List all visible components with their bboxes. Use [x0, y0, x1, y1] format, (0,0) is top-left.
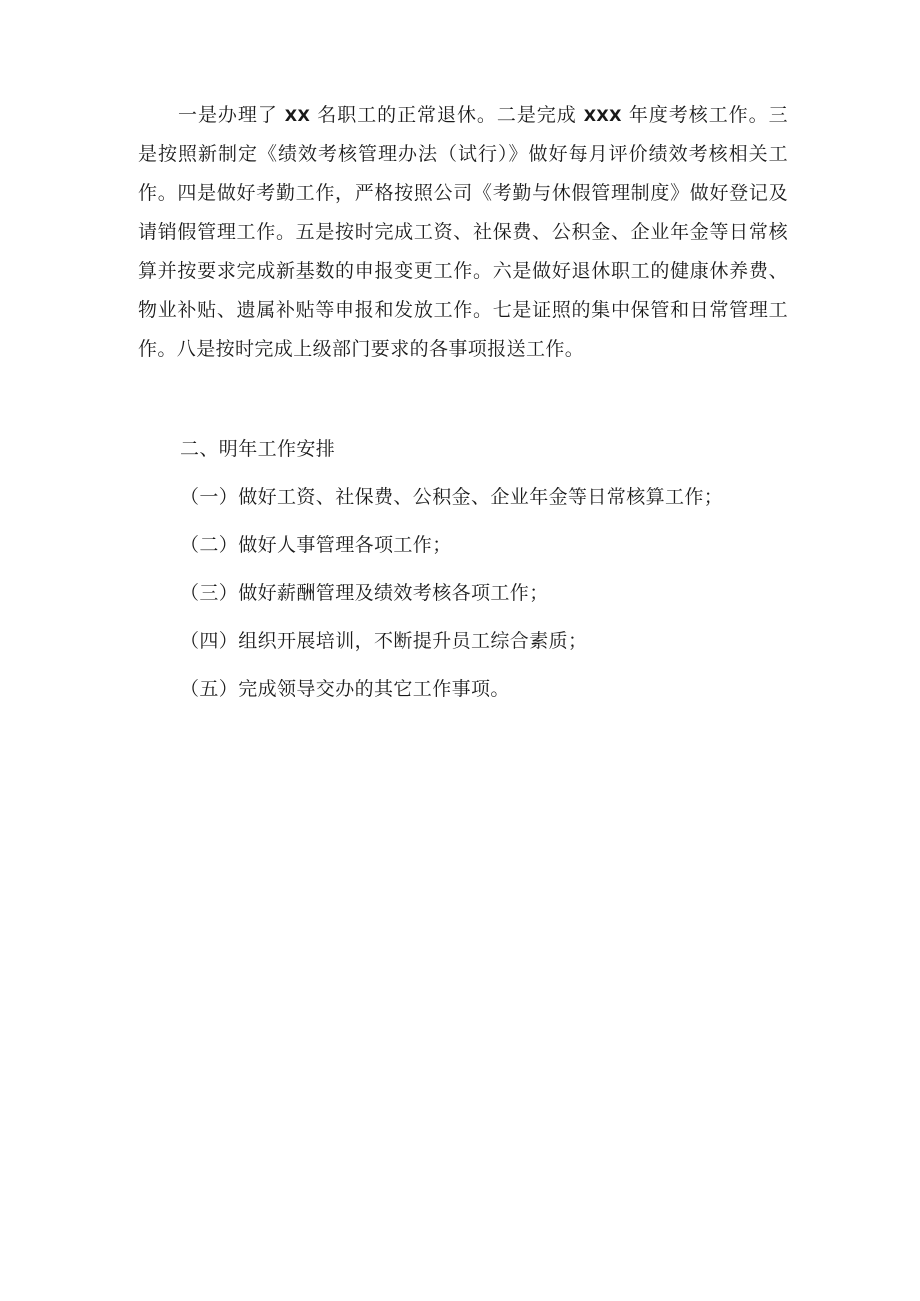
- summary-paragraph: [138, 96, 788, 369]
- plan-item: （一）做好工资、社保费、公积金、企业年金等日常核算工作；: [180, 486, 724, 508]
- section-heading-next-year-plan: 二、明年工作安排: [180, 438, 336, 460]
- plan-item: （二）做好人事管理各项工作；: [180, 534, 452, 556]
- plan-list: [180, 478, 723, 718]
- employee-count-placeholder: XX: [284, 106, 311, 125]
- year-placeholder: XXX: [583, 106, 622, 125]
- summary-text-part1: 一是办理了: [178, 104, 285, 126]
- plan-item: （三）做好薪酬管理及绩效考核各项工作；: [180, 582, 549, 604]
- summary-text-part2: 名职工的正常退休。二是完成: [310, 104, 584, 126]
- plan-item: （五）完成领导交办的其它工作事项。: [180, 678, 510, 700]
- summary-text-part3: 年度考核工作。三是按照新制定《绩效考核管理办法（试行）》做好每月评价绩效考核相关工作。四是做好考勤工作，严格按照公司《考勤与休假管理制度》做好登记及请销假管理工作。五是按时完成工资、社保费、公积金、企业年金等日常核算并按要求完成新基数的申报变更工作。六是做好退休职工的健康休养费、物业补贴、遗属补贴等申报和发放工作。七是证照的集中保管和日常管理工作。八是按时完成上级部门要求的各事项报送工作。: [138, 104, 788, 360]
- plan-item: （四）组织开展培训，不断提升员工综合素质；: [180, 630, 588, 652]
